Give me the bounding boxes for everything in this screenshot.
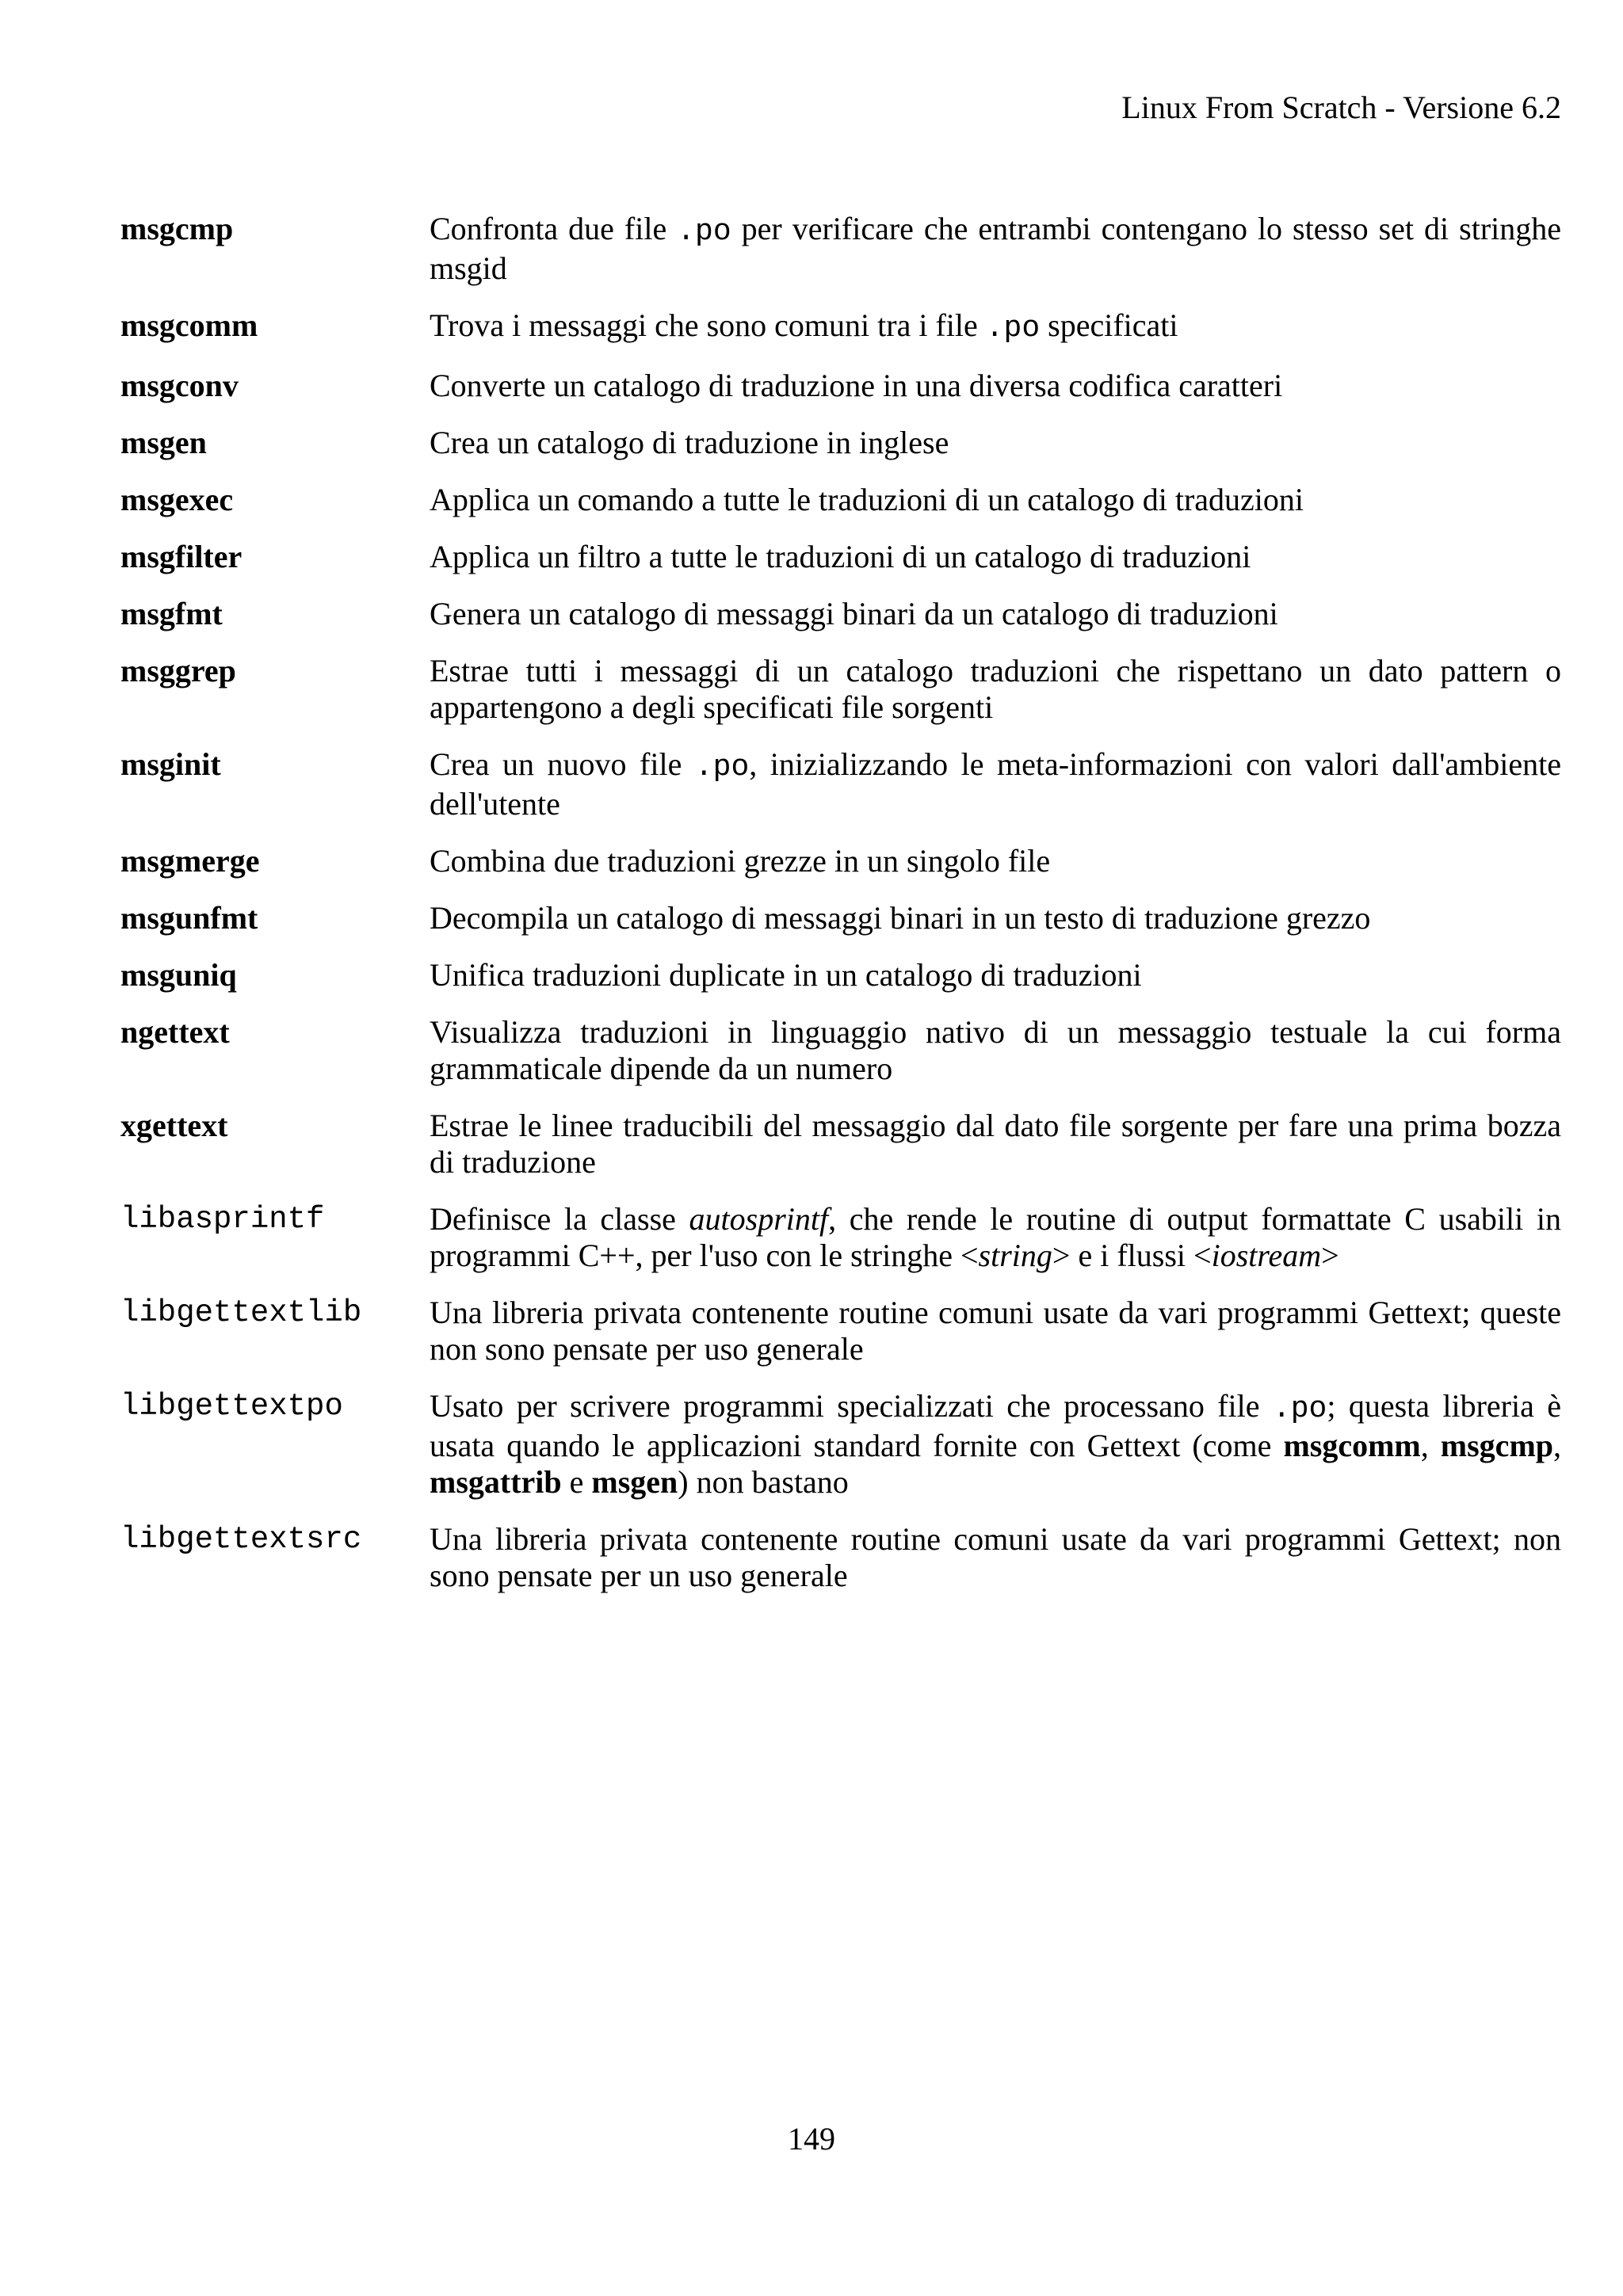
- description-text: Crea un catalogo di traduzione in inglese: [430, 425, 949, 460]
- definition-entry: [120, 1388, 1570, 1501]
- description-text: specificati: [1040, 307, 1178, 343]
- description-text: Trova i messaggi che sono comuni tra i file: [430, 307, 986, 343]
- entry-term: msginit: [120, 746, 221, 782]
- entry-description: [430, 211, 1570, 287]
- entry-term: msgconv: [120, 368, 239, 403]
- inline-code: .po: [694, 750, 750, 784]
- description-text: > e i flussi <: [1052, 1238, 1212, 1273]
- entry-description: [430, 368, 1561, 404]
- entry-term: msgexec: [120, 482, 234, 517]
- entry-description: [430, 1014, 1569, 1087]
- page-header: Linux From Scratch - Versione 6.2: [1121, 90, 1561, 125]
- entry-term: msgfmt: [120, 596, 223, 631]
- definition-entry: [120, 900, 1561, 936]
- description-text: msgen: [591, 1464, 678, 1500]
- description-text: e: [561, 1464, 592, 1500]
- definition-entry: [120, 843, 1561, 879]
- definition-entry: [120, 957, 1561, 994]
- definition-entry: [120, 425, 1561, 461]
- inline-code: .po: [985, 311, 1041, 345]
- entry-term: msguniq: [120, 957, 237, 993]
- description-text: ,: [1420, 1428, 1441, 1463]
- entry-term: libgettextpo: [120, 1389, 343, 1424]
- inline-code: .po: [677, 215, 731, 249]
- entry-description: [430, 539, 1561, 575]
- description-text: Unifica traduzioni duplicate in un catalogo di traduzioni: [430, 957, 1142, 993]
- entry-term: libgettextsrc: [120, 1522, 362, 1557]
- description-text: Genera un catalogo di messaggi binari da un catalogo di traduzioni: [430, 596, 1278, 631]
- entry-term: msgcmp: [120, 211, 234, 246]
- entry-description: [430, 957, 1561, 994]
- description-text: Applica un filtro a tutte le traduzioni di un catalogo di traduzioni: [430, 539, 1251, 574]
- definition-entry: [120, 307, 1561, 347]
- description-text: ) non bastano: [678, 1464, 849, 1500]
- description-text: Usato per scrivere programmi specializzati che processano file: [430, 1388, 1273, 1424]
- definition-list: [120, 211, 1570, 1615]
- definition-entry: [120, 368, 1561, 404]
- description-text: Decompila un catalogo di messaggi binari in un testo di traduzione grezzo: [430, 900, 1371, 936]
- entry-term: xgettext: [120, 1108, 228, 1143]
- definition-entry: [120, 1295, 1569, 1367]
- description-text: autosprintf: [689, 1201, 829, 1237]
- entry-term: msggrep: [120, 653, 236, 688]
- entry-description: [430, 653, 1569, 726]
- entry-description: [430, 900, 1561, 936]
- description-text: iostream: [1211, 1238, 1322, 1273]
- entry-description: [430, 307, 1561, 347]
- entry-term: msgen: [120, 425, 207, 460]
- definition-entry: [120, 482, 1561, 518]
- definition-entry: [120, 1201, 1569, 1274]
- definition-entry: [120, 1014, 1569, 1087]
- description-text: msgattrib: [430, 1464, 562, 1500]
- description-text: ,: [1553, 1428, 1570, 1463]
- entry-description: [430, 1388, 1570, 1501]
- description-text: msgcomm: [1283, 1428, 1421, 1463]
- entry-term: libgettextlib: [120, 1295, 362, 1330]
- description-text: per verificare che entrambi contengano lo stesso set di stringhe msgid: [430, 211, 1570, 286]
- description-text: string: [978, 1238, 1052, 1273]
- entry-term: ngettext: [120, 1014, 230, 1050]
- entry-description: [430, 1295, 1569, 1367]
- entry-term: msgcomm: [120, 307, 258, 343]
- description-text: Converte un catalogo di traduzione in una diversa codifica caratteri: [430, 368, 1283, 403]
- entry-description: [430, 482, 1561, 518]
- description-text: ; questa libreria è usata quando le applicazioni standard fornite con Gettext (come: [430, 1388, 1570, 1463]
- entry-term: msgmerge: [120, 843, 260, 879]
- definition-entry: [120, 1521, 1569, 1594]
- description-text: Estrae le linee traducibili del messaggio dal dato file sorgente per fare una prima bozza di traduzione: [430, 1108, 1569, 1180]
- entry-description: [430, 746, 1570, 822]
- description-text: , che rende le routine di output formattate C usabili in programmi C++, per l'uso con le stringhe <: [430, 1201, 1569, 1273]
- definition-entry: [120, 746, 1570, 822]
- description-text: Crea un nuovo file: [430, 746, 695, 782]
- description-text: >: [1321, 1238, 1339, 1273]
- entry-description: [430, 1521, 1569, 1594]
- description-text: Definisce la classe: [430, 1201, 689, 1237]
- definition-entry: [120, 1108, 1569, 1180]
- description-text: Una libreria privata contenente routine comuni usate da vari programmi Gettext; non sono pensate per un uso generale: [430, 1521, 1569, 1593]
- entry-description: [430, 425, 1561, 461]
- entry-description: [430, 1108, 1569, 1180]
- entry-term: msgfilter: [120, 539, 242, 574]
- entry-description: [430, 596, 1561, 632]
- definition-entry: [120, 539, 1561, 575]
- entry-term: msgunfmt: [120, 900, 258, 936]
- entry-term: libasprintf: [120, 1202, 325, 1237]
- page-number: 149: [788, 2121, 835, 2157]
- description-text: Combina due traduzioni grezze in un singolo file: [430, 843, 1051, 879]
- description-text: Confronta due file: [430, 211, 678, 246]
- definition-entry: [120, 211, 1570, 287]
- entry-description: [430, 1201, 1569, 1274]
- description-text: Applica un comando a tutte le traduzioni di un catalogo di traduzioni: [430, 482, 1304, 517]
- description-text: msgcmp: [1440, 1428, 1554, 1463]
- description-text: , inizializzando le meta-informazioni con valori dall'ambiente dell'utente: [430, 746, 1570, 822]
- description-text: Estrae tutti i messaggi di un catalogo traduzioni che rispettano un dato pattern o appartengono a degli specificati file sorgenti: [430, 653, 1569, 725]
- inline-code: .po: [1272, 1392, 1327, 1426]
- definition-entry: [120, 596, 1561, 632]
- description-text: Visualizza traduzioni in linguaggio nativo di un messaggio testuale la cui forma grammaticale dipende da un numero: [430, 1014, 1569, 1086]
- definition-entry: [120, 653, 1569, 726]
- description-text: Una libreria privata contenente routine comuni usate da vari programmi Gettext; queste non sono pensate per uso generale: [430, 1295, 1569, 1367]
- entry-description: [430, 843, 1561, 879]
